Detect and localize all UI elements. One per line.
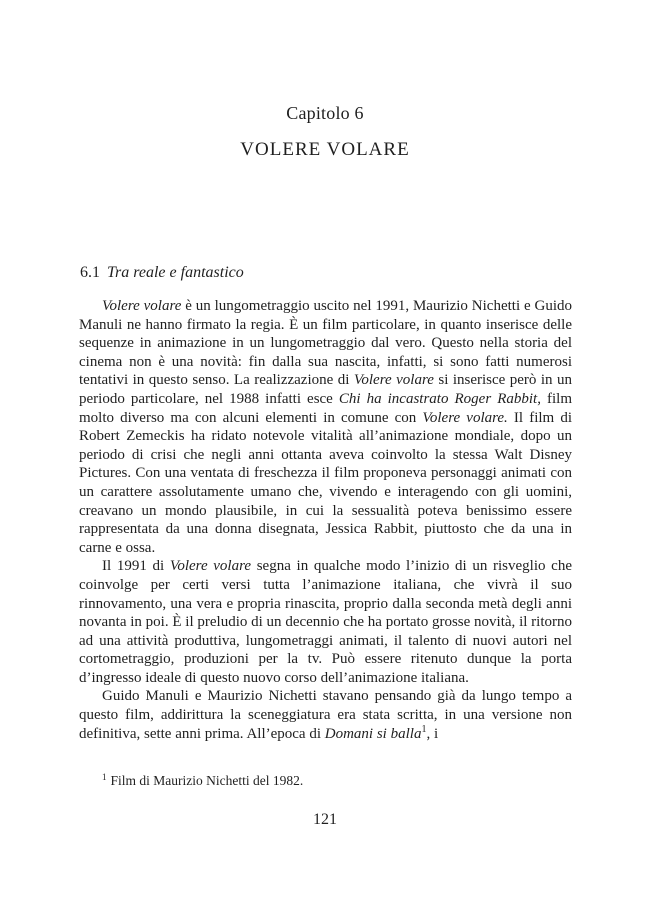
section-number: 6.1 [80,264,100,281]
footnote [80,772,594,789]
paragraph [79,557,572,687]
footnote-marker: 1 [102,771,107,782]
text-segment: si inserisce però in un periodo particolare, nel 1988 infatti esce [79,372,573,407]
text-segment: Il 1991 di [102,558,170,575]
italic-film-title: Domani si balla [324,725,422,742]
italic-film-title: Chi ha incastrato Roger Rabbit [338,390,538,407]
page-number: 121 [313,811,337,828]
italic-film-title: Volere volare [353,372,434,389]
text-segment: Guido Manuli e Maurizio Nichetti stavano pensando già da lungo tempo a questo film, addirittura la sceneggiatura era stata scritta, in una versione non definitiva, sette anni prima. All’epoca di [79,688,572,742]
body-text [79,297,572,743]
text-segment: è un lungometraggio uscito nel 1991, Maurizio Nichetti e Guido Manuli ne hanno firmato la regia. È un film particolare, in quanto inserisce delle sequenze in animazione in un lungometraggio dal vero. Questo nella storia del cinema non è una novità: fin dalla sua nascita, infatti, si sono fatti numerosi tentativi in questo senso. La realizzazione di [79,298,572,389]
paragraph [79,297,572,557]
text-segment: , film molto diverso ma con alcuni elementi in comune con [79,390,573,426]
footnote-text: Film di Maurizio Nichetti del 1982. [110,773,304,788]
italic-film-title: Volere volare [102,298,182,314]
italic-film-title: Volere volare. [422,409,508,426]
section-title: Tra reale e fantastico [107,264,244,281]
section-heading [80,264,244,282]
paragraph [79,687,572,743]
footnote-reference: 1 [421,723,427,735]
text-segment: Il film di Robert Zemeckis ha ridato notevole vitalità all’animazione mondiale, dopo un periodo di crisi che negli anni ottanta aveva coinvolto la stessa Walt Disney Pictures. Con una ventata di freschezza il film proponeva personaggi animati con un carattere assolutamente umano che, vivendo e interagendo con gli uomini, creavano un mondo plausibile, in cui la sessualità poteva benissimo essere rappresentata da una donna disegnata, Jessica Rabbit, piuttosto che da una in carne e ossa. [79,409,573,556]
chapter-title: VOLERE VOLARE [240,139,410,160]
text-segment: , i [426,725,439,742]
chapter-label: Capitolo 6 [286,103,364,123]
text-segment: segna in qualche modo l’inizio di un risveglio che coinvolge per certi versi tutta l’animazione italiana, che vivrà il suo rinnovamento, una vera e propria rinascita, proprio dalla seconda metà degli anni novanta in poi. È il preludio di un decennio che ha portato grosse novità, il ritorno ad una attività produttiva, lungometraggi animati, il talento di nuovi autori nel cortometraggio, produzioni per la tv. Può essere ritenuto dunque la porta d’ingresso ideale di questo nuovo corso dell’animazione italiana. [79,558,572,686]
italic-film-title: Volere volare [169,558,252,575]
